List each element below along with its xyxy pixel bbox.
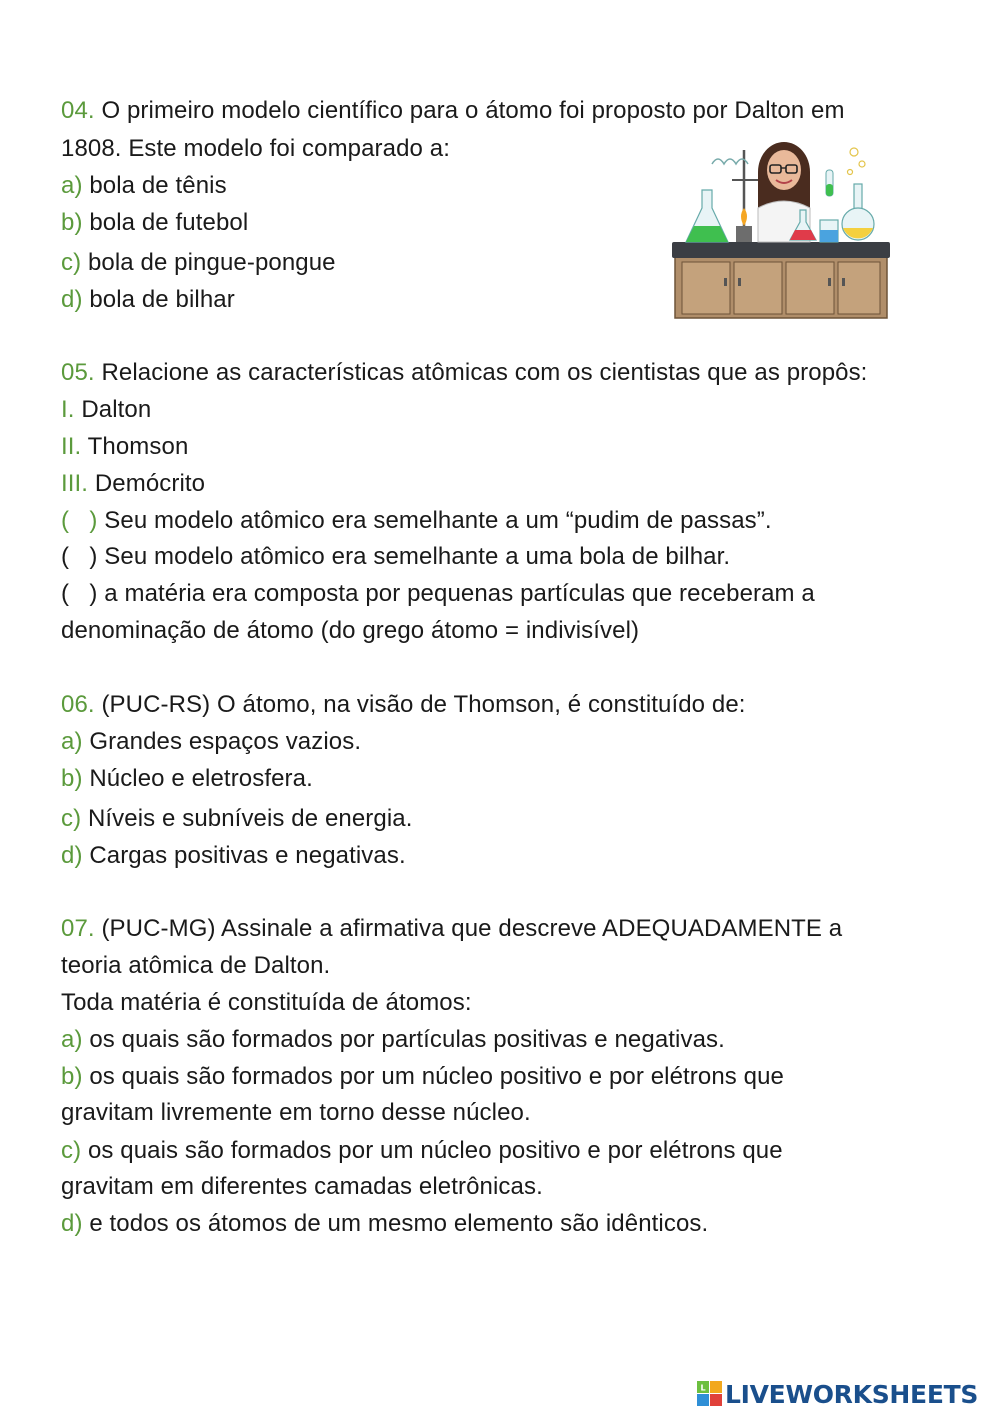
q04-line1	[61, 96, 845, 126]
q05-blank-1: ( ) Seu modelo atômico era semelhante a um “pudim de passas”.	[61, 507, 772, 534]
q07-line3: Toda matéria é constituída de átomos:	[61, 989, 472, 1016]
q06-option-c[interactable]: c) Níveis e subníveis de energia.	[61, 805, 413, 832]
q04-prompt-part1: O primeiro modelo científico para o átomo foi proposto por Dalton em	[94, 97, 845, 124]
scientist-lab-illustration	[672, 130, 890, 320]
q07-option-b[interactable]: b) os quais são formados por um núcleo positivo e por elétrons que	[61, 1063, 785, 1090]
q04-option-a[interactable]: a) bola de tênis	[61, 172, 227, 199]
q05-item-2: II. Thomson	[61, 433, 189, 460]
liveworksheets-logo[interactable]	[697, 1378, 978, 1410]
q06-option-d[interactable]: d) Cargas positivas e negativas.	[61, 842, 406, 869]
q07-option-a[interactable]: a) os quais são formados por partículas positivas e negativas.	[61, 1026, 725, 1053]
q07-line1: 07. (PUC-MG) Assinale a afirmativa que descreve ADEQUADAMENTE a	[61, 915, 843, 942]
q06-option-b[interactable]: b) Núcleo e eletrosfera.	[61, 765, 313, 792]
q04-line2: 1808. Este modelo foi comparado a:	[61, 135, 450, 162]
q05-blank-3-input[interactable]: ( )	[61, 580, 98, 607]
q05-number: 05.	[61, 359, 95, 386]
q05-blank-2: ( ) Seu modelo atômico era semelhante a uma bola de bilhar.	[61, 543, 731, 570]
q07-option-d[interactable]: d) e todos os átomos de um mesmo elemento são idênticos.	[61, 1210, 709, 1237]
q07-line2: teoria atômica de Dalton.	[61, 952, 331, 979]
q05-blank-2-input[interactable]: ( )	[61, 543, 98, 570]
q07-option-c-cont: gravitam em diferentes camadas eletrônicas.	[61, 1173, 543, 1200]
badge-letter-l: L	[700, 1383, 706, 1393]
q07-option-b-cont: gravitam livremente em torno desse núcleo.	[61, 1099, 531, 1126]
q07-number: 07.	[61, 915, 95, 942]
liveworksheets-logo-text: LIVEWORKSHEETS	[725, 1379, 979, 1409]
liveworksheets-badge-icon	[697, 1381, 723, 1407]
q05-item-1: I. Dalton	[61, 396, 152, 423]
q06-line1: 06. (PUC-RS) O átomo, na visão de Thomson, é constituído de:	[61, 691, 746, 718]
q06-number: 06.	[61, 691, 95, 718]
q04-option-b[interactable]: b) bola de futebol	[61, 209, 249, 236]
q05-line1: 05. Relacione as características atômicas com os cientistas que as propôs:	[61, 359, 868, 386]
q04-number: 04.	[61, 97, 95, 124]
q05-blank-1-input[interactable]: ( )	[61, 507, 98, 534]
q05-blank-3-cont: denominação de átomo (do grego átomo = indivisível)	[61, 617, 640, 644]
q07-option-c[interactable]: c) os quais são formados por um núcleo positivo e por elétrons que	[61, 1137, 783, 1164]
q06-option-a[interactable]: a) Grandes espaços vazios.	[61, 728, 362, 755]
q05-blank-3: ( ) a matéria era composta por pequenas partículas que receberam a	[61, 580, 815, 607]
q04-option-c[interactable]: c) bola de pingue-pongue	[61, 249, 336, 276]
q05-item-3: III. Demócrito	[61, 470, 206, 497]
q04-option-d[interactable]: d) bola de bilhar	[61, 286, 235, 313]
